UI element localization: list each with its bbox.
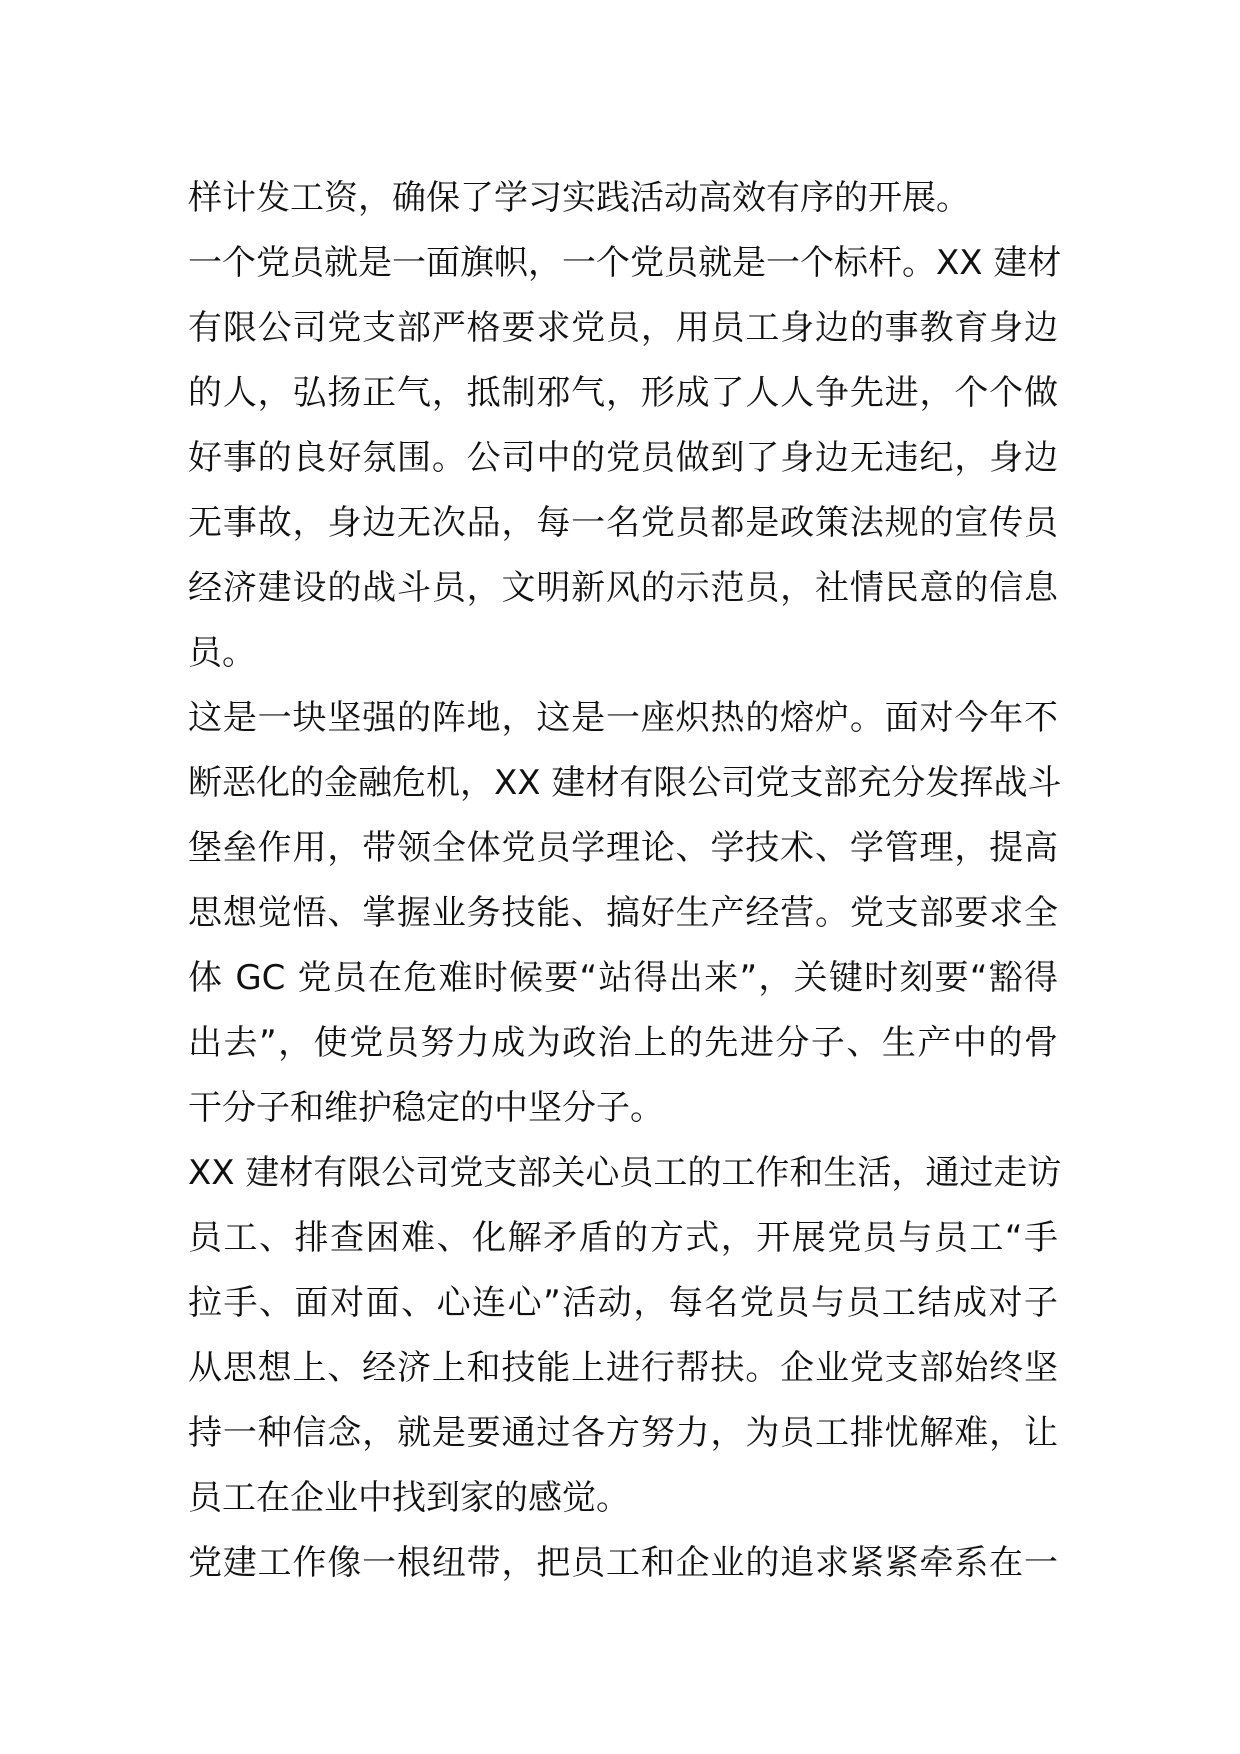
text-line: 有限公司党支部严格要求党员，用员工身边的事教育身边 <box>188 308 1058 348</box>
paragraph <box>188 686 1062 1141</box>
text-line: 经济建设的战斗员，文明新风的示范员，社情民意的信息 <box>188 568 1058 608</box>
text-line: 思想觉悟、掌握业务技能、搞好生产经营。党支部要求全 <box>188 893 1058 933</box>
document-page <box>188 166 1062 1596</box>
paragraph <box>188 1141 1062 1531</box>
text-line: 持一种信念，就是要通过各方努力，为员工排忧解难，让 <box>188 1413 1058 1453</box>
text-line: 员工在企业中找到家的感觉。 <box>188 1478 630 1518</box>
text-line: 样计发工资，确保了学习实践活动高效有序的开展。 <box>188 178 970 218</box>
text-line: 断恶化的金融危机，XX 建材有限公司党支部充分发挥战斗 <box>188 763 1062 803</box>
text-line: 员。 <box>188 633 256 673</box>
text-line: 一个党员就是一面旗帜，一个党员就是一个标杆。XX 建材 <box>188 243 1062 283</box>
paragraph <box>188 1531 1058 1596</box>
paragraph <box>188 166 1058 231</box>
text-line: 无事故，身边无次品，每一名党员都是政策法规的宣传员 <box>188 503 1058 543</box>
text-line: 体 GC 党员在危难时候要“站得出来”，关键时刻要“豁得 <box>188 958 1058 998</box>
text-line: 好事的良好氛围。公司中的党员做到了身边无违纪，身边 <box>188 438 1058 478</box>
text-line: XX 建材有限公司党支部关心员工的工作和生活，通过走访 <box>188 1153 1062 1193</box>
text-line: 拉手、面对面、心连心”活动，每名党员与员工结成对子 <box>188 1283 1058 1323</box>
text-line: 员工、排查困难、化解矛盾的方式，开展党员与员工“手 <box>188 1218 1058 1258</box>
text-line: 党建工作像一根纽带，把员工和企业的追求紧紧牵系在一 <box>188 1543 1058 1583</box>
text-line: 堡垒作用，带领全体党员学理论、学技术、学管理，提高 <box>188 828 1058 868</box>
text-line: 干分子和维护稳定的中坚分子。 <box>188 1088 664 1128</box>
text-line: 从思想上、经济上和技能上进行帮扶。企业党支部始终坚 <box>188 1348 1058 1388</box>
text-line: 的人，弘扬正气，抵制邪气，形成了人人争先进，个个做 <box>188 373 1058 413</box>
text-line: 这是一块坚强的阵地，这是一座炽热的熔炉。面对今年不 <box>188 698 1058 738</box>
text-line: 出去”，使党员努力成为政治上的先进分子、生产中的骨 <box>188 1023 1058 1063</box>
paragraph <box>188 231 1062 686</box>
